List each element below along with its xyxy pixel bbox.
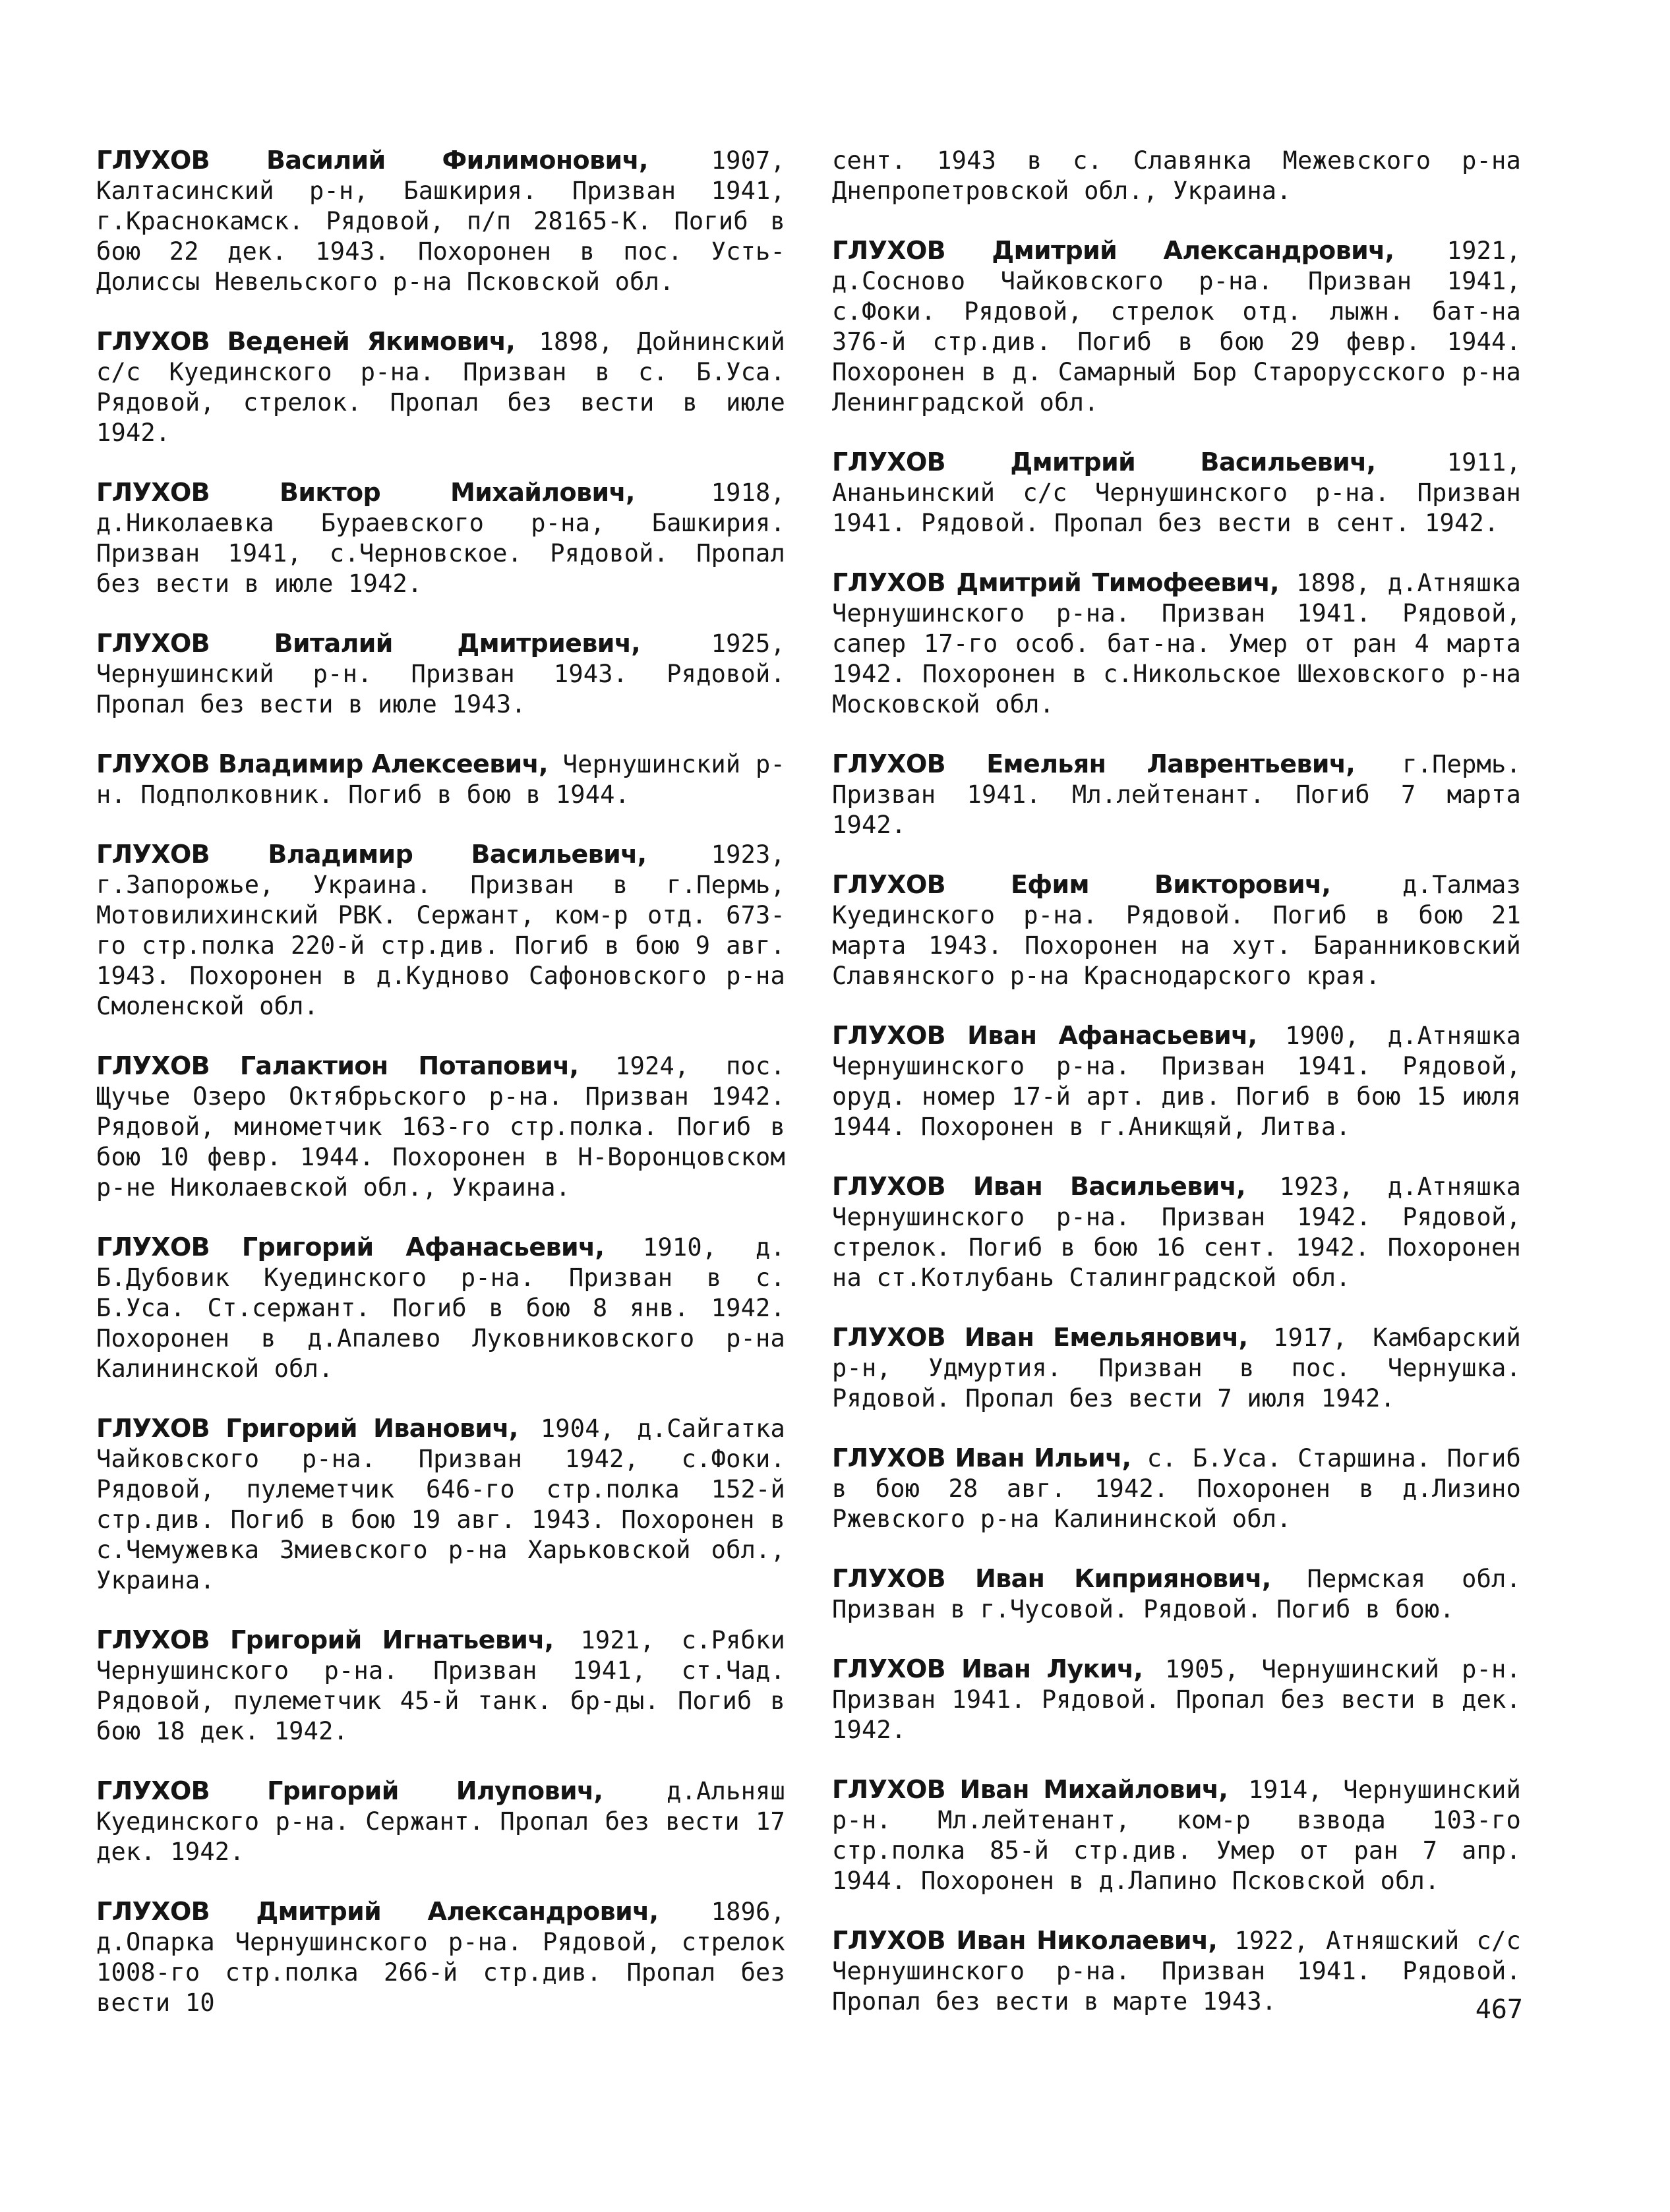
entry-text: 1898, Дойнинский с/с Куединского р-на. Призван в с. Б.Уса. Рядовой, стрелок. Пропал без вести в июле 1942. (96, 328, 785, 447)
entry-text: д.Альняш Куединского р-на. Сержант. Пропал без вести 17 дек. 1942. (96, 1777, 785, 1866)
entry-name: ГЛУХОВ Иван Ильич, (832, 1443, 1131, 1472)
entry-name: ГЛУХОВ Иван Афанасьевич, (832, 1021, 1257, 1050)
entry-text: д.Талмаз Куединского р-на. Рядовой. Погиб в бою 21 марта 1943. Похоронен на хут. Баранниковский Славянского р-на Краснодарского края. (832, 871, 1521, 990)
entry-name: ГЛУХОВ Виталий Дмитриевич, (96, 629, 641, 658)
entry (96, 1896, 785, 2018)
entry-name: ГЛУХОВ Емельян Лаврентьевич, (832, 749, 1356, 778)
entry-text: 1918, д.Николаевка Бураевского р-на, Башкирия. Призван 1941, с.Черновское. Рядовой. Пропал без вести в июле 1942. (96, 479, 785, 598)
entry-text: 1925, Чернушинский р-н. Призван 1943. Рядовой. Пропал без вести в июле 1943. (96, 629, 785, 718)
entry-text: 1914, Чернушинский р-н. Мл.лейтенант, ком-р взвода 103-го стр.полка 85-й стр.див. Умер от ран 7 апр. 1944. Похоронен в д.Лапино Псковской обл. (832, 1776, 1522, 1895)
entry-continuation (832, 145, 1521, 206)
entry-text: 1904, д.Сайгатка Чайковского р-на. Призван 1942, с.Фоки. Рядовой, пулеметчик 646-го стр.полка 152-й стр.див. Погиб в бою 19 авг. 1943. Похоронен в с.Чемужевка Змиевского р-на Харьковской обл., Украина. (96, 1414, 786, 1594)
entry-text: 1921, д.Сосново Чайковского р-на. Призван 1941, с.Фоки. Рядовой, стрелок отд. лыжн. бат-на 376-й стр.див. Погиб в бою 29 февр. 1944. Похоронен в д. Самарный Бор Старорусского р-на Ленинградской обл. (832, 237, 1521, 417)
entry-name: ГЛУХОВ Григорий Афанасьевич, (96, 1233, 605, 1262)
entry (832, 1020, 1521, 1142)
entry-text: 1898, д.Атняшка Чернушинского р-на. Призван 1941. Рядовой, сапер 17-го особ. бат-на. Умер от ран 4 марта 1942. Похоронен в с.Никольское Шеховского р-на Московской обл. (832, 569, 1521, 718)
right-column (832, 145, 1521, 2046)
entry (832, 447, 1521, 538)
entry-text: сент. 1943 в с. Славянка Межевского р-на Днепропетровской обл., Украина. (832, 146, 1521, 205)
entry-name: ГЛУХОВ Григорий Игнатьевич, (96, 1625, 554, 1654)
entry-name: ГЛУХОВ Галактион Потапович, (96, 1051, 579, 1080)
entry (832, 1443, 1521, 1534)
entry-name: ГЛУХОВ Виктор Михайлович, (96, 478, 635, 507)
entry (96, 326, 785, 448)
entry (832, 1774, 1521, 1896)
entry (96, 1625, 785, 1747)
entry-name: ГЛУХОВ Ефим Викторович, (832, 870, 1331, 899)
entry-text: 1924, пос. Щучье Озеро Октябрьского р-на. Призван 1942. Рядовой, минометчик 163-го стр.полка. Погиб в бою 10 февр. 1944. Похоронен в Н-Воронцовском р-не Николаевской обл., Украина. (96, 1052, 785, 1202)
entry (96, 1232, 785, 1384)
entry-text: 1907, Калтасинский р-н, Башкирия. Призван 1941, г.Краснокамск. Рядовой, п/п 28165-К. Погиб в бою 22 дек. 1943. Похоронен в пос. Усть-Долиссы Невельского р-на Псковской обл. (96, 146, 786, 296)
entry-name: ГЛУХОВ Иван Михайлович, (832, 1775, 1228, 1804)
entry-text: 1896, д.Опарка Чернушинского р-на. Рядовой, стрелок 1008-го стр.полка 266-й стр.див. Пропал без вести 10 (96, 1898, 785, 2017)
entry (832, 1925, 1521, 2017)
entry (832, 1654, 1521, 1745)
entry-text: Пермская обл. Призван в г.Чусовой. Рядовой. Погиб в бою. (832, 1565, 1521, 1623)
entry-name: ГЛУХОВ Иван Васильевич, (832, 1172, 1245, 1201)
entry-name: ГЛУХОВ Дмитрий Александрович, (832, 236, 1394, 265)
entry-text: с. Б.Уса. Старшина. Погиб в бою 28 авг. 1942. Похоронен в д.Лизино Ржевского р-на Калининской обл. (832, 1444, 1522, 1533)
entry-text: 1921, с.Рябки Чернушинского р-на. Призван 1941, ст.Чад. Рядовой, пулеметчик 45-й танк. бр-ды. Погиб в бою 18 дек. 1942. (96, 1626, 785, 1745)
entry-text: 1922, Атняшский с/с Чернушинского р-на. Призван 1941. Рядовой. Пропал без вести в марте 1943. (832, 1927, 1521, 2016)
entry (96, 1051, 785, 1203)
entry (96, 1413, 785, 1596)
entry-name: ГЛУХОВ Григорий Иванович, (96, 1414, 518, 1443)
entry-name: ГЛУХОВ Григорий Илупович, (96, 1776, 603, 1805)
entry (96, 145, 785, 297)
entry (96, 839, 785, 1022)
entry (832, 1563, 1521, 1625)
entry-name: ГЛУХОВ Дмитрий Александрович, (96, 1897, 659, 1926)
entry (832, 869, 1521, 991)
entry (832, 235, 1521, 418)
entry-name: ГЛУХОВ Иван Лукич, (832, 1654, 1143, 1683)
left-column (96, 145, 785, 2047)
entry-name: ГЛУХОВ Василий Филимонович, (96, 146, 648, 175)
entry (832, 568, 1521, 720)
entry-text: Чернушинский р-н. Подполковник. Погиб в бою в 1944. (96, 750, 785, 809)
entry-text: 1923, д.Атняшка Чернушинского р-на. Призван 1942. Рядовой, стрелок. Погиб в бою 16 сент. 1942. Похоронен на ст.Котлубань Сталинградской обл. (832, 1173, 1521, 1292)
entry (832, 1322, 1521, 1414)
entry-text: 1900, д.Атняшка Чернушинского р-на. Призван 1941. Рядовой, оруд. номер 17-й арт. див. Погиб в бою 15 июля 1944. Похоронен в г.Аникщяй, Литва. (832, 1022, 1521, 1141)
page-number: 467 (1475, 1994, 1523, 2025)
entry (96, 628, 785, 720)
entry-name: ГЛУХОВ Владимир Васильевич, (96, 840, 647, 869)
entry (96, 1776, 785, 1867)
entry (832, 749, 1521, 840)
entry (832, 1171, 1521, 1293)
entry-name: ГЛУХОВ Иван Емельянович, (832, 1323, 1248, 1352)
entry-name: ГЛУХОВ Владимир Алексеевич, (96, 749, 548, 778)
entry-text: 1905, Чернушинский р-н. Призван 1941. Рядовой. Пропал без вести в дек. 1942. (832, 1655, 1521, 1744)
entry (96, 749, 785, 810)
entry-name: ГЛУХОВ Иван Николаевич, (832, 1926, 1218, 1955)
entry-text: 1917, Камбарский р-н, Удмуртия. Призван в пос. Чернушка. Рядовой. Пропал без вести 7 июля 1942. (832, 1324, 1521, 1412)
entry-name: ГЛУХОВ Дмитрий Васильевич, (832, 448, 1376, 477)
entry-text: 1923, г.Запорожье, Украина. Призван в г.Пермь, Мотовилихинский РВК. Сержант, ком-р отд. 673-го стр.полка 220-й стр.див. Погиб в бою 9 авг. 1943. Похоронен в д.Кудново Сафоновского р-на Смоленской обл. (96, 840, 785, 1020)
entry-name: ГЛУХОВ Веденей Якимович, (96, 327, 516, 356)
entry-name: ГЛУХОВ Иван Киприянович, (832, 1564, 1271, 1593)
entry-text: г.Пермь. Призван 1941. Мл.лейтенант. Погиб 7 марта 1942. (832, 750, 1521, 839)
entry-text: 1910, д. Б.Дубовик Куединского р-на. Призван в с. Б.Уса. Ст.сержант. Погиб в бою 8 янв. 1942. Похоронен в д.Апалево Луковниковского р-на Калининской обл. (96, 1233, 785, 1383)
entry (96, 477, 785, 599)
entry-text: 1911, Ананьинский с/с Чернушинского р-на. Призван 1941. Рядовой. Пропал без вести в сент. 1942. (832, 448, 1522, 537)
entry-name: ГЛУХОВ Дмитрий Тимофеевич, (832, 568, 1280, 597)
